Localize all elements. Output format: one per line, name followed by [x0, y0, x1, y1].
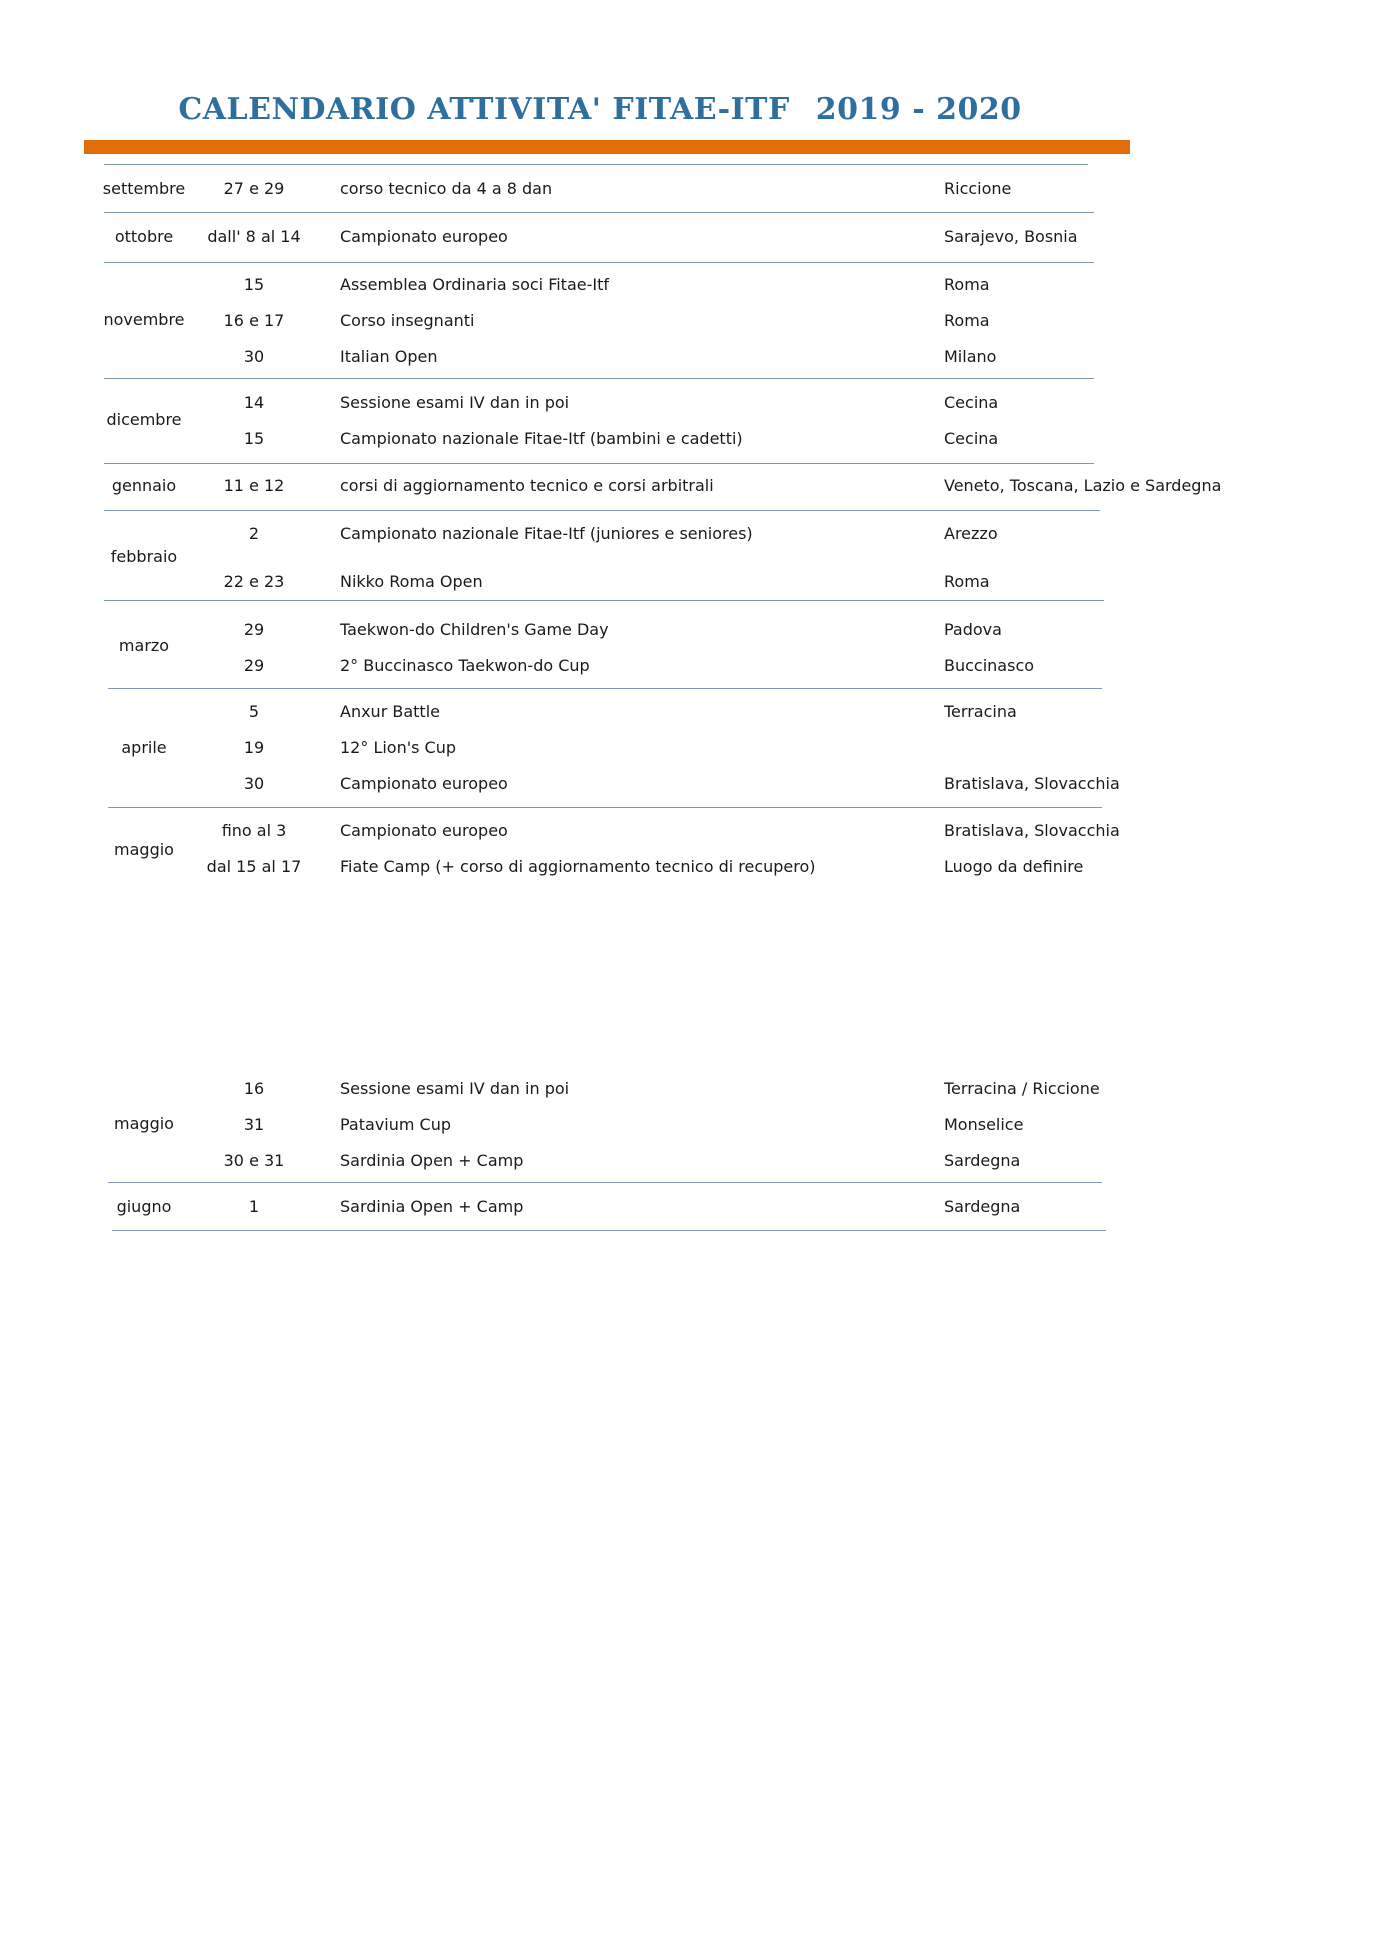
event-date: 19: [243, 738, 265, 757]
event-date: 16 e 17: [223, 311, 285, 330]
event-name: corso tecnico da 4 a 8 dan: [340, 179, 553, 198]
event-date: 15: [243, 429, 265, 448]
event-place: Veneto, Toscana, Lazio e Sardegna: [944, 476, 1222, 495]
month-label: novembre: [103, 310, 185, 329]
event-name: Campionato europeo: [340, 227, 508, 246]
month-label: marzo: [118, 636, 170, 655]
event-date: fino al 3: [221, 821, 287, 840]
event-date: 22 e 23: [223, 572, 285, 591]
event-name: Sardinia Open + Camp: [340, 1197, 524, 1216]
event-name: corsi di aggiornamento tecnico e corsi arbitrali: [340, 476, 714, 495]
event-name: Sardinia Open + Camp: [340, 1151, 524, 1170]
event-name: Italian Open: [340, 347, 438, 366]
event-name: Anxur Battle: [340, 702, 440, 721]
event-name: Sessione esami IV dan in poi: [340, 1079, 570, 1098]
event-place: Cecina: [944, 393, 999, 412]
event-name: 2° Buccinasco Taekwon-do Cup: [340, 656, 590, 675]
month-label: maggio: [114, 840, 174, 859]
row-divider: [108, 1182, 1102, 1183]
row-divider: [108, 688, 1102, 689]
row-divider: [104, 378, 1094, 379]
event-place: Monselice: [944, 1115, 1024, 1134]
event-place: Arezzo: [944, 524, 998, 543]
event-place: Terracina / Riccione: [944, 1079, 1100, 1098]
event-name: Campionato europeo: [340, 774, 508, 793]
event-date: 31: [243, 1115, 265, 1134]
event-date: 2: [248, 524, 260, 543]
event-name: Campionato nazionale Fitae-Itf (juniores e seniores): [340, 524, 753, 543]
row-divider: [104, 212, 1094, 213]
event-place: Riccione: [944, 179, 1012, 198]
event-place: Cecina: [944, 429, 999, 448]
month-label: settembre: [102, 179, 186, 198]
event-date: 30: [243, 774, 265, 793]
month-label: febbraio: [110, 547, 178, 566]
event-date: 5: [248, 702, 260, 721]
month-label: giugno: [116, 1197, 172, 1216]
event-date: 16: [243, 1079, 265, 1098]
event-name: Campionato europeo: [340, 821, 508, 840]
event-place: Sardegna: [944, 1197, 1021, 1216]
event-name: 12° Lion's Cup: [340, 738, 457, 757]
event-date: 30: [243, 347, 265, 366]
event-place: Padova: [944, 620, 1002, 639]
month-label: aprile: [121, 738, 167, 757]
event-place: Roma: [944, 311, 990, 330]
event-date: dal 15 al 17: [206, 857, 302, 876]
month-label: gennaio: [111, 476, 177, 495]
event-date: 27 e 29: [223, 179, 285, 198]
title-main: CALENDARIO ATTIVITA' FITAE-ITF: [178, 92, 790, 127]
event-date: 1: [248, 1197, 260, 1216]
event-name: Patavium Cup: [340, 1115, 452, 1134]
event-place: Terracina: [944, 702, 1017, 721]
month-label: ottobre: [114, 227, 174, 246]
title-years: 2019 - 2020: [815, 92, 1022, 127]
event-date: 30 e 31: [223, 1151, 285, 1170]
event-date: 11 e 12: [223, 476, 285, 495]
event-date: 29: [243, 620, 265, 639]
event-place: Luogo da definire: [944, 857, 1084, 876]
row-divider: [108, 807, 1102, 808]
month-label: dicembre: [106, 410, 182, 429]
event-date: 14: [243, 393, 265, 412]
row-divider: [104, 262, 1094, 263]
event-place: Sarajevo, Bosnia: [944, 227, 1078, 246]
event-place: Buccinasco: [944, 656, 1035, 675]
row-divider: [104, 510, 1100, 511]
row-divider: [104, 164, 1088, 165]
event-name: Fiate Camp (+ corso di aggiornamento tecnico di recupero): [340, 857, 816, 876]
event-name: Campionato nazionale Fitae-Itf (bambini e cadetti): [340, 429, 743, 448]
event-place: Bratislava, Slovacchia: [944, 821, 1120, 840]
event-date: 15: [243, 275, 265, 294]
row-divider: [104, 463, 1094, 464]
event-place: Milano: [944, 347, 997, 366]
event-name: Sessione esami IV dan in poi: [340, 393, 570, 412]
event-date: 29: [243, 656, 265, 675]
event-name: Assemblea Ordinaria soci Fitae-Itf: [340, 275, 609, 294]
row-divider: [112, 1230, 1106, 1231]
event-name: Taekwon-do Children's Game Day: [340, 620, 609, 639]
event-name: Corso insegnanti: [340, 311, 475, 330]
row-divider: [104, 600, 1104, 601]
event-place: Bratislava, Slovacchia: [944, 774, 1120, 793]
event-place: Sardegna: [944, 1151, 1021, 1170]
month-label: maggio: [114, 1114, 174, 1133]
event-place: Roma: [944, 572, 990, 591]
event-date: dall' 8 al 14: [207, 227, 301, 246]
event-name: Nikko Roma Open: [340, 572, 483, 591]
event-place: Roma: [944, 275, 990, 294]
